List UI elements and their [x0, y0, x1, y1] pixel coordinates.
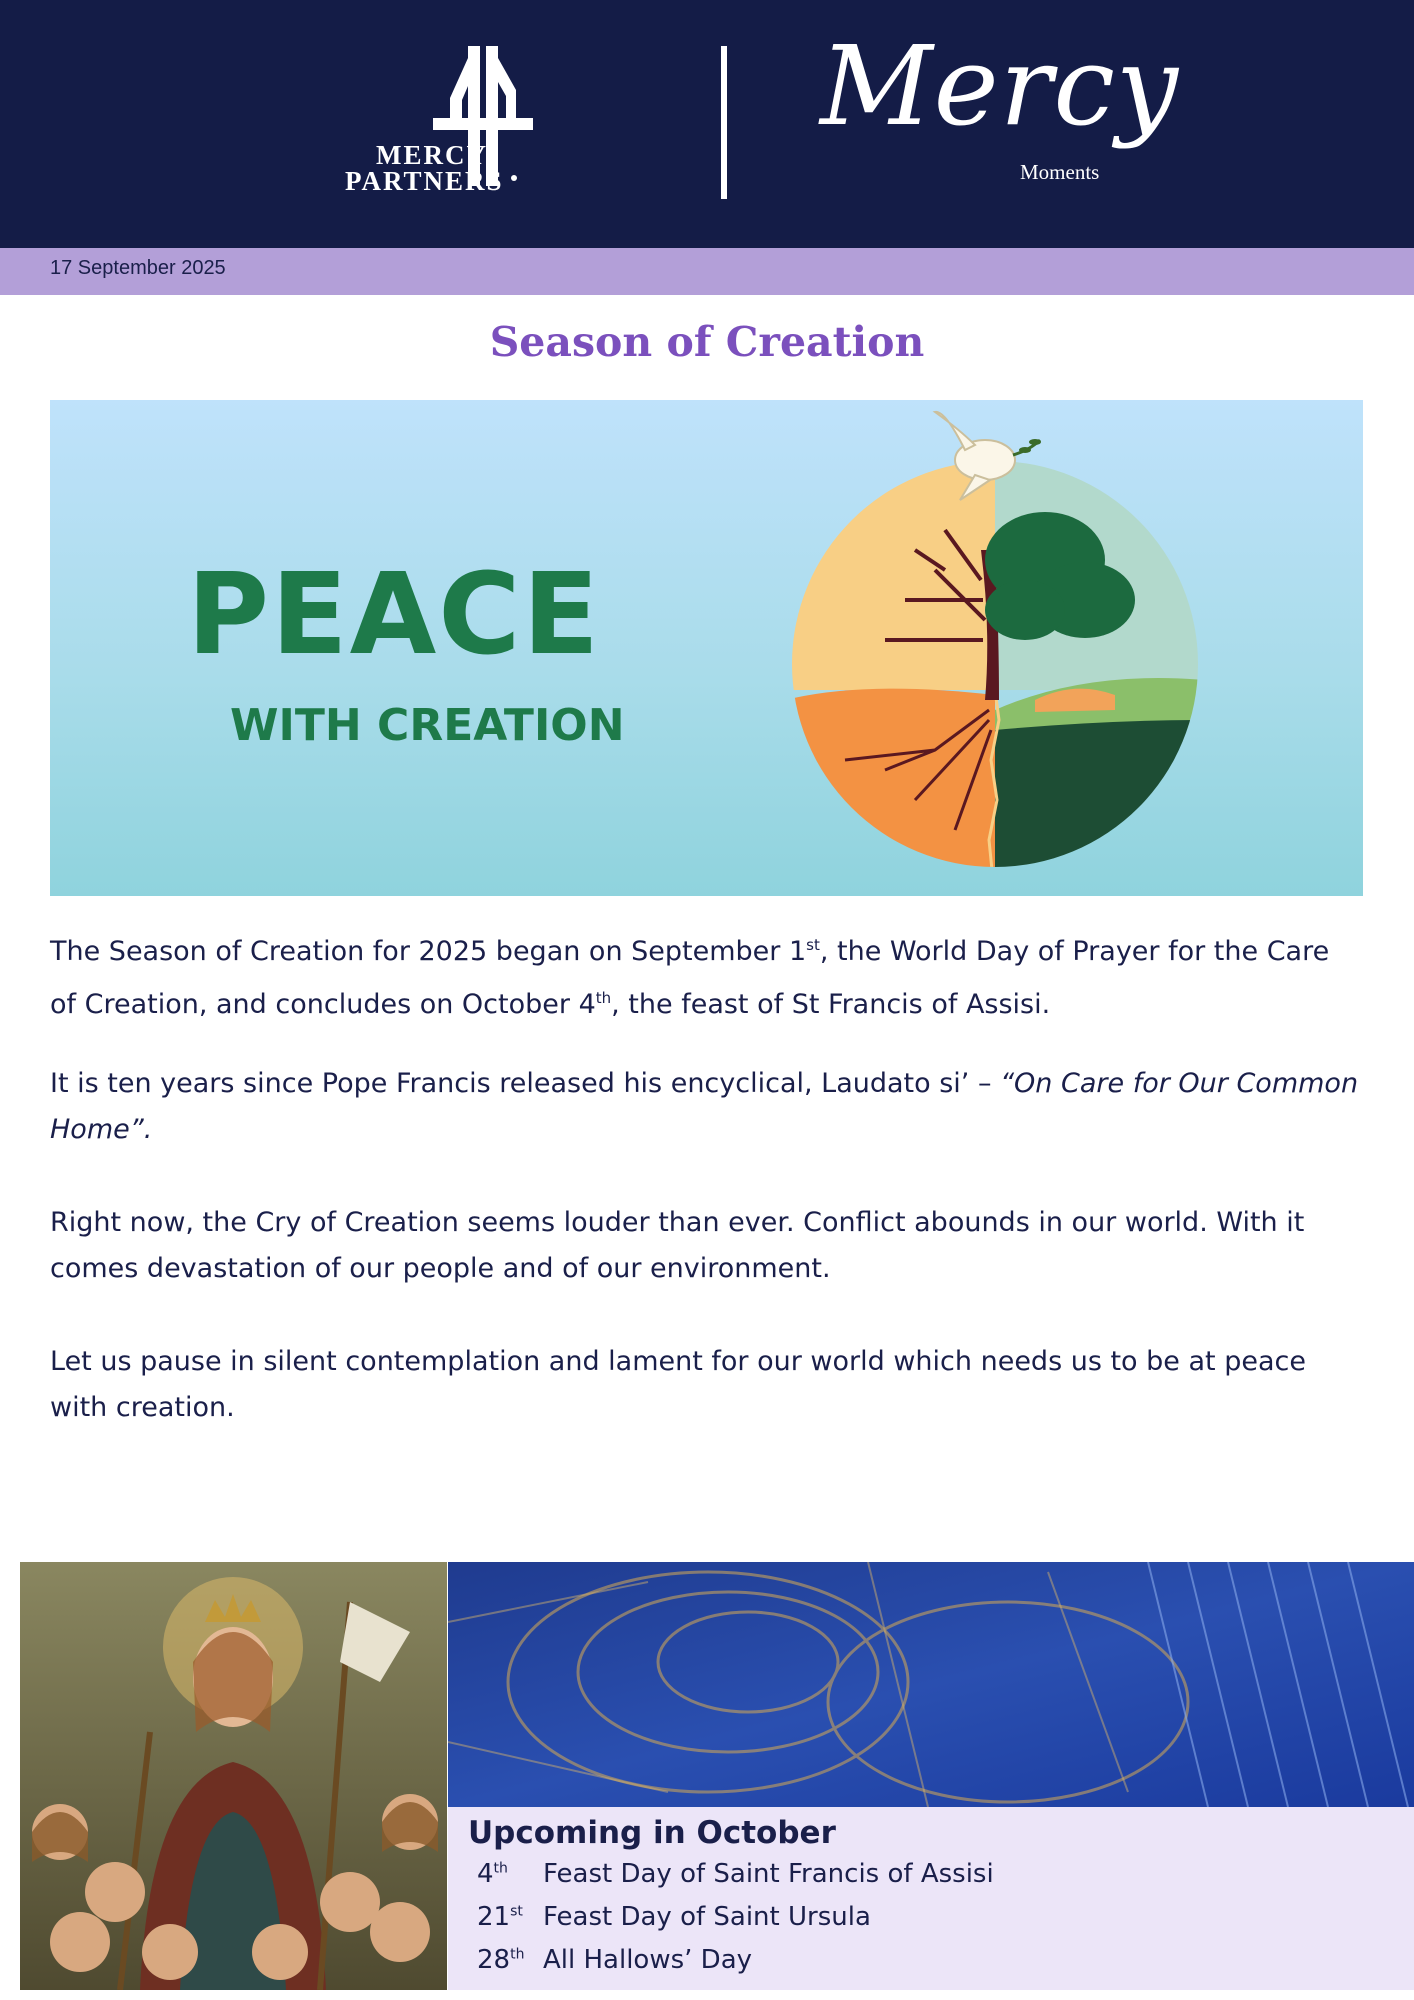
- p1-text-b: , the World Day of Prayer for the Care of Creation, and concludes on October 4: [50, 936, 1330, 1020]
- logo-word-mercy: MERCY: [376, 140, 488, 170]
- p1-text-c: , the feast of St Francis of Assisi.: [611, 989, 1051, 1020]
- p1-sup-st: st: [806, 936, 820, 954]
- paragraph-cry-of-creation: Right now, the Cry of Creation seems louder than ever. Conflict abounds in our world. With it comes devastation of our people and of our environment.: [50, 1207, 1305, 1284]
- list-item: [477, 1945, 752, 1975]
- event-day-suffix: th: [493, 1860, 508, 1877]
- paragraph-laudato-si: [50, 1061, 1363, 1153]
- paragraph-season-dates: [50, 922, 1363, 1028]
- list-item: [477, 1902, 871, 1932]
- event-day: 28: [477, 1945, 511, 1975]
- event-day-suffix: st: [510, 1903, 523, 1920]
- logo-word-partners: PARTNERS: [345, 166, 504, 196]
- saint-ursula-painting: [20, 1562, 447, 1990]
- event-day: 21: [477, 1902, 511, 1932]
- lapis-lazuli-texture-image: [448, 1562, 1414, 1807]
- event-day-suffix: th: [510, 1946, 525, 1963]
- p2-quote: “On Care for Our Common Home”.: [50, 1068, 1359, 1145]
- event-day: 4: [477, 1859, 494, 1889]
- p1-text-a: The Season of Creation for 2025 began on September 1: [50, 936, 807, 967]
- issue-date: 17 September 2025: [50, 257, 226, 279]
- tree-globe-emblem: [785, 400, 1205, 896]
- header-divider: [721, 46, 727, 199]
- peace-with-creation-banner: [50, 400, 1363, 896]
- p2-text: It is ten years since Pope Francis released his encyclical, Laudato si’ –: [50, 1068, 1001, 1099]
- mercy-moments-script-logo: Mercy: [820, 22, 1180, 150]
- banner-headline: PEACE: [187, 550, 601, 680]
- event-name: Feast Day of Saint Francis of Assisi: [543, 1859, 994, 1889]
- paragraph-pause-lament: Let us pause in silent contemplation and lament for our world which needs us to be at peace with creation.: [50, 1346, 1306, 1423]
- p1-sup-th: th: [595, 989, 612, 1007]
- upcoming-title: Upcoming in October: [468, 1815, 836, 1851]
- list-item: [477, 1859, 994, 1889]
- event-name: All Hallows’ Day: [543, 1945, 753, 1975]
- banner-subheadline: WITH CREATION: [230, 700, 625, 751]
- event-name: Feast Day of Saint Ursula: [543, 1902, 871, 1932]
- mercy-moments-subtitle: Moments: [1020, 160, 1100, 184]
- page-title: Season of Creation: [489, 318, 925, 366]
- upcoming-events-panel: [448, 1807, 1414, 1990]
- header-banner: [0, 0, 1414, 248]
